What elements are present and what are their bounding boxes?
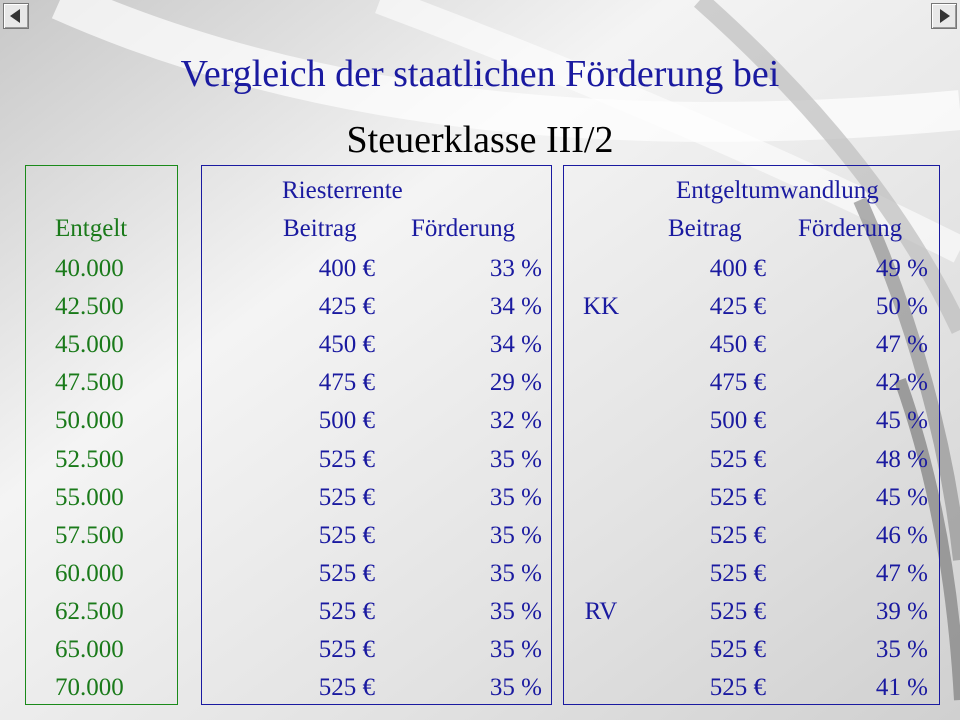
- riester-beitrag-cell: 525 €: [318, 559, 375, 587]
- ew-foerderung-cell: 45 %: [875, 483, 928, 511]
- entgelt-cell: 55.000: [55, 483, 124, 511]
- ew-beitrag-cell: 475 €: [709, 369, 766, 397]
- riester-beitrag-cell: 500 €: [318, 407, 375, 435]
- ew-foerderung-cell: 42 %: [875, 369, 928, 397]
- riester-beitrag-cell: 400 €: [318, 255, 375, 282]
- ew-foerderung-cell: 47 %: [875, 331, 928, 359]
- entgelt-cell: 45.000: [55, 331, 124, 359]
- riester-foerderung-cell: 35 %: [489, 445, 542, 473]
- ew-foerderung-cell: 48 %: [875, 445, 928, 473]
- previous-slide-button[interactable]: [3, 3, 29, 29]
- riester-beitrag-cell: 525 €: [318, 636, 375, 663]
- ew-beitrag-cell: 525 €: [709, 483, 766, 511]
- triangle-left-icon: [4, 4, 28, 28]
- ew-beitrag-cell: 525 €: [709, 559, 766, 587]
- riester-foerderung-cell: 33 %: [489, 255, 542, 282]
- riester-beitrag-cell: 525 €: [318, 597, 375, 625]
- riester-foerderung-cell: 35 %: [489, 521, 542, 549]
- riester-foerderung-cell: 34 %: [489, 293, 542, 321]
- next-slide-button[interactable]: [931, 3, 957, 29]
- ew-beitrag-cell: 400 €: [709, 255, 766, 282]
- riester-beitrag-cell: 525 €: [318, 521, 375, 549]
- riester-foerderung-cell: 34 %: [489, 331, 542, 359]
- page-subtitle: Steuerklasse III/2: [346, 119, 614, 161]
- triangle-right-icon: [932, 4, 956, 28]
- ew-foerderung-cell: 39 %: [875, 597, 928, 625]
- riester-beitrag-cell: 525 €: [318, 445, 375, 473]
- riester-foerderung-cell: 32 %: [489, 407, 542, 435]
- ew-beitrag-cell: 500 €: [709, 407, 766, 435]
- entgelt-cell: 57.500: [55, 521, 124, 549]
- ew-foerderung-cell: 41 %: [875, 674, 928, 702]
- ew-beitrag-cell: 525 €: [709, 445, 766, 473]
- ew-note-cell: RV: [584, 597, 618, 625]
- ew-beitrag-cell: 525 €: [709, 674, 766, 702]
- ew-beitrag-cell: 525 €: [709, 521, 766, 549]
- page-title: Vergleich der staatlichen Förderung bei: [180, 53, 780, 95]
- entgelt-cell: 47.500: [55, 369, 124, 397]
- ew-foerderung-cell: 45 %: [875, 407, 928, 435]
- riesterrente-header: Riesterrente: [282, 177, 403, 204]
- ew-note-cell: KK: [582, 293, 620, 321]
- riester-beitrag-cell: 525 €: [318, 483, 375, 511]
- ew-foerderung-cell: 46 %: [875, 521, 928, 549]
- riester-foerderung-cell: 35 %: [489, 597, 542, 625]
- ew-foerderung-header: Förderung: [798, 215, 903, 242]
- ew-foerderung-cell: 47 %: [875, 559, 928, 587]
- ew-beitrag-cell: 525 €: [709, 597, 766, 625]
- entgelt-cell: 65.000: [55, 636, 124, 663]
- riester-beitrag-header: Beitrag: [283, 215, 357, 242]
- entgelt-header: Entgelt: [55, 215, 128, 242]
- ew-beitrag-cell: 450 €: [709, 331, 766, 359]
- riester-beitrag-cell: 475 €: [318, 369, 375, 397]
- entgelt-cell: 60.000: [55, 559, 124, 587]
- entgelt-cell: 62.500: [55, 597, 124, 625]
- ew-beitrag-cell: 425 €: [709, 293, 766, 321]
- riester-beitrag-cell: 425 €: [318, 293, 375, 321]
- riester-foerderung-cell: 35 %: [489, 559, 542, 587]
- riester-beitrag-cell: 525 €: [318, 674, 375, 702]
- riester-foerderung-cell: 29 %: [489, 369, 542, 397]
- riester-foerderung-header: Förderung: [411, 215, 516, 242]
- entgelt-cell: 50.000: [55, 407, 124, 435]
- riester-beitrag-cell: 450 €: [318, 331, 375, 359]
- entgelt-cell: 70.000: [55, 674, 124, 702]
- ew-beitrag-header: Beitrag: [668, 215, 742, 242]
- riester-foerderung-cell: 35 %: [489, 636, 542, 663]
- riester-foerderung-cell: 35 %: [489, 674, 542, 702]
- entgelt-cell: 40.000: [55, 255, 124, 282]
- ew-foerderung-cell: 49 %: [875, 255, 928, 282]
- entgelt-cell: 52.500: [55, 445, 124, 473]
- entgeltumwandlung-header: Entgeltumwandlung: [676, 177, 879, 204]
- ew-beitrag-cell: 525 €: [709, 636, 766, 663]
- riester-foerderung-cell: 35 %: [489, 483, 542, 511]
- ew-foerderung-cell: 35 %: [875, 636, 928, 663]
- ew-foerderung-cell: 50 %: [875, 293, 928, 321]
- entgelt-cell: 42.500: [55, 293, 124, 321]
